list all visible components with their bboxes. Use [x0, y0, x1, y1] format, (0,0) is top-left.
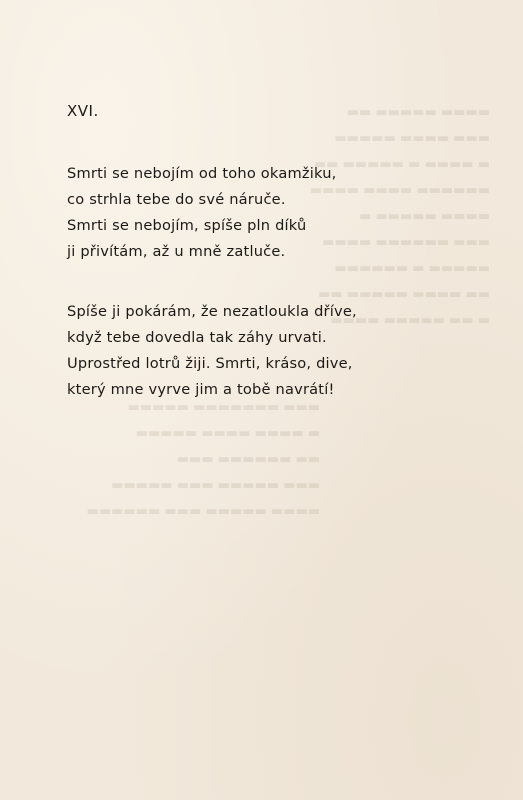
- stanza-1: [67, 161, 337, 265]
- poem-line: Uprostřed lotrů žiji. Smrti, kráso, dive,: [67, 355, 353, 372]
- stanza-2: [67, 299, 357, 403]
- poem-line: Spíše ji pokárám, že nezatloukla dříve,: [67, 303, 357, 320]
- bleed-through-texture: ▬▬▬▬ ▬▬▬▬▬ ▬▬ ▬▬▬ ▬▬▬▬ ▬▬▬▬▬ ▬ ▬▬▬▬ ▬ ▬▬▬▬▬ ▬▬ ▬▬▬▬▬▬ ▬▬▬▬ ▬▬▬▬ ▬▬▬▬ ▬▬▬▬▬ ▬ ▬▬▬ ▬▬▬▬▬▬ ▬▬▬▬ ▬▬▬▬▬ ▬ ▬▬▬▬▬▬ ▬▬ ▬▬▬▬ ▬▬▬▬▬ ▬▬ ▬ ▬▬ ▬▬▬▬▬ ▬▬▬▬: [309, 105, 490, 328]
- poem-line: ji přivítám, až u mně zatluče.: [67, 243, 286, 260]
- bleed-through-texture-lower: ▬▬▬ ▬▬▬▬▬▬▬ ▬▬▬▬▬ ▬ ▬▬▬▬ ▬▬▬▬ ▬▬▬▬▬ ▬▬ ▬▬▬▬▬▬ ▬▬▬ ▬▬▬ ▬▬▬▬▬ ▬▬▬ ▬▬▬▬▬ ▬▬▬▬ ▬▬▬▬▬ ▬▬▬ ▬▬▬▬▬▬: [86, 400, 320, 519]
- poem-line: Smrti se nebojím, spíše pln díků: [67, 217, 307, 234]
- poem-heading: XVI.: [67, 102, 99, 120]
- poem-line: co strhla tebe do své náruče.: [67, 191, 286, 208]
- poem-line: když tebe dovedla tak záhy urvati.: [67, 329, 327, 346]
- poem-line: který mne vyrve jim a tobě navrátí!: [67, 381, 335, 398]
- poem-line: Smrti se nebojím od toho okamžiku,: [67, 165, 337, 182]
